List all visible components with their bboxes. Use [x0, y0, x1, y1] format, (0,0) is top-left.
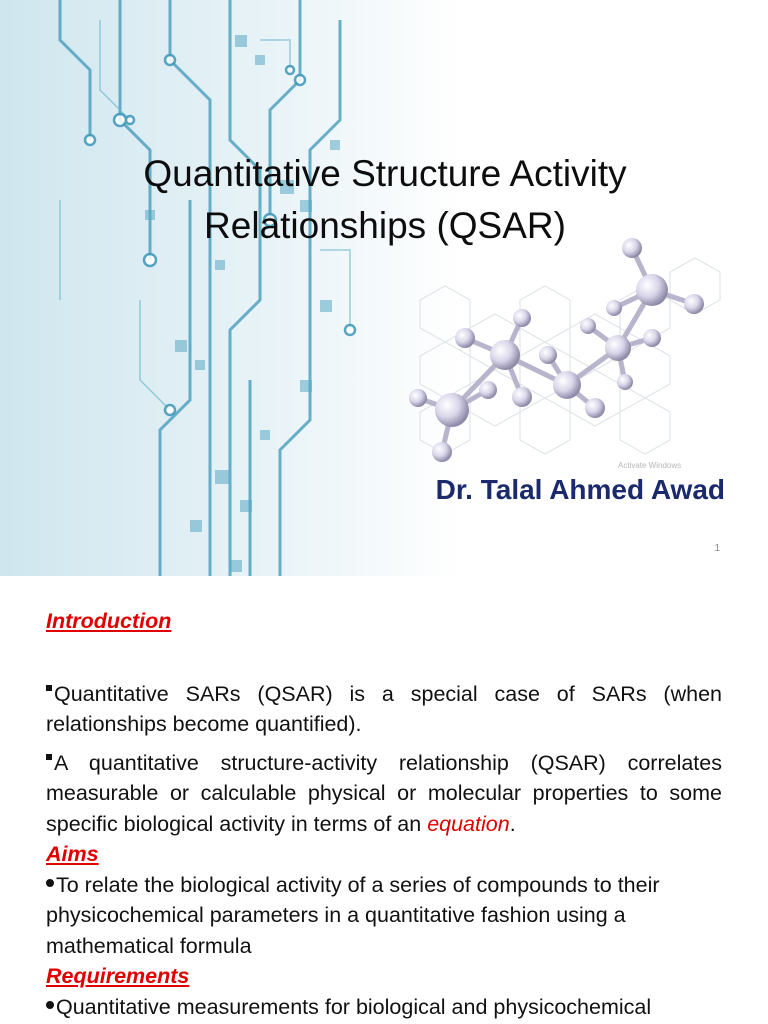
introduction-heading: Introduction — [46, 609, 172, 633]
square-bullet-icon — [46, 685, 52, 691]
requirements-paragraph: Quantitative measurements for biological and physicochemical — [46, 992, 722, 1023]
aims-heading: Aims — [46, 842, 99, 866]
intro-paragraph-2: A quantitative structure-activity relationship (QSAR) correlates measurable or calculable physical or molecular properties to some specific biological activity in terms of an equation. — [46, 750, 722, 836]
aims-paragraph: To relate the biological activity of a series of compounds to their physicochemical parameters in a quantitative fashion using a mathematical formula — [46, 872, 660, 958]
document-body — [46, 606, 722, 1022]
round-bullet-icon — [46, 1001, 54, 1009]
round-bullet-icon — [46, 879, 54, 887]
intro-paragraph-1: Quantitative SARs (QSAR) is a special case of SARs (when relationships become quantified). — [46, 681, 722, 736]
slide-author: Dr. Talal Ahmed Awad — [435, 474, 725, 505]
requirements-heading: Requirements — [46, 964, 190, 988]
slide-title: Quantitative Structure Activity Relationships (QSAR) — [143, 153, 627, 246]
equation-emphasis: equation — [427, 811, 510, 836]
page-number: 1 — [714, 543, 720, 554]
square-bullet-icon — [46, 754, 52, 760]
activate-windows-watermark: Activate Windows — [618, 461, 682, 470]
